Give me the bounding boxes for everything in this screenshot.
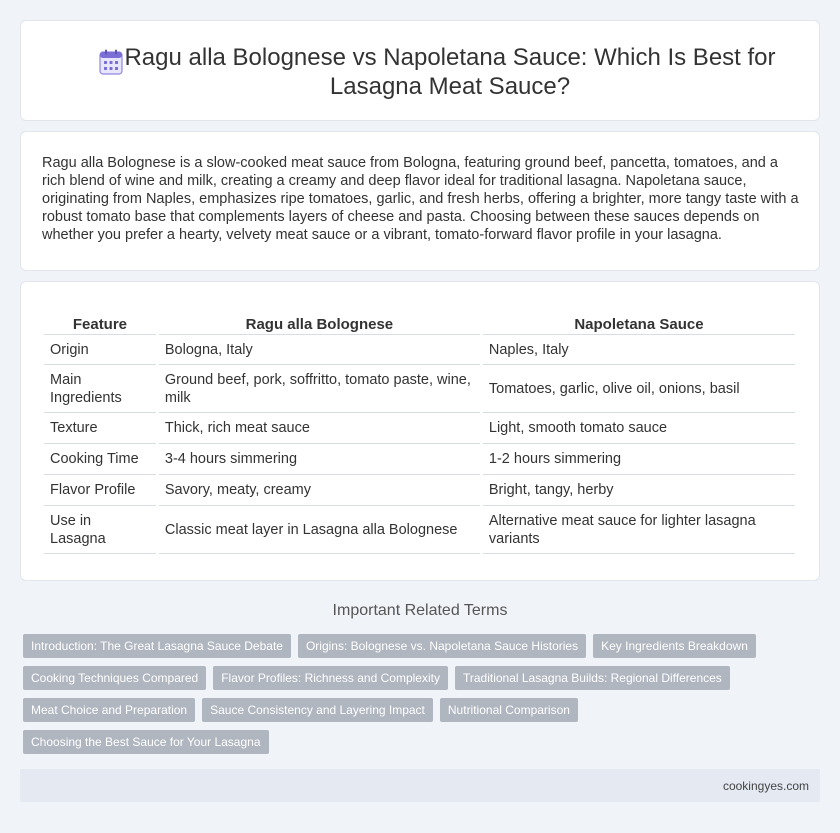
napoletana-cell: 1-2 hours simmering — [483, 444, 795, 475]
bolognese-cell: Savory, meaty, creamy — [159, 475, 480, 506]
feature-cell: Use in Lasagna — [44, 506, 156, 554]
napoletana-cell: Alternative meat sauce for lighter lasagna variants — [483, 506, 795, 554]
napoletana-cell: Tomatoes, garlic, olive oil, onions, basil — [483, 365, 795, 413]
feature-cell: Origin — [44, 335, 156, 365]
comparison-card — [20, 281, 820, 581]
table-header-row — [44, 315, 795, 335]
table-row — [44, 413, 795, 444]
napoletana-cell: Naples, Italy — [483, 335, 795, 365]
table-row — [44, 444, 795, 475]
bolognese-cell: Ground beef, pork, soffritto, tomato paste, wine, milk — [159, 365, 480, 413]
feature-cell: Cooking Time — [44, 444, 156, 475]
related-terms-list — [23, 634, 803, 754]
feature-cell: Flavor Profile — [44, 475, 156, 506]
bolognese-cell: Bologna, Italy — [159, 335, 480, 365]
page-title: Ragu alla Bolognese vs Napoletana Sauce: Which Is Best for Lasagna Meat Sauce? — [124, 44, 776, 100]
bolognese-cell: 3-4 hours simmering — [159, 444, 480, 475]
title-card — [20, 20, 820, 121]
bolognese-cell: Classic meat layer in Lasagna alla Bolognese — [159, 506, 480, 554]
comparison-table — [41, 315, 798, 554]
footer — [20, 769, 820, 802]
footer-site-name: cookingyes.com — [722, 779, 809, 793]
feature-cell: Main Ingredients — [44, 365, 156, 413]
related-terms-heading: Important Related Terms — [332, 602, 508, 619]
related-term-tag[interactable]: Introduction: The Great Lasagna Sauce Debate — [23, 634, 291, 658]
napoletana-cell: Bright, tangy, herby — [483, 475, 795, 506]
related-term-tag[interactable]: Traditional Lasagna Builds: Regional Differences — [455, 666, 730, 690]
related-term-tag[interactable]: Origins: Bolognese vs. Napoletana Sauce Histories — [298, 634, 586, 658]
summary-card — [20, 131, 820, 271]
related-term-tag[interactable]: Flavor Profiles: Richness and Complexity — [213, 666, 448, 690]
table-row — [44, 365, 795, 413]
napoletana-cell: Light, smooth tomato sauce — [483, 413, 795, 444]
table-row — [44, 475, 795, 506]
header-feature: Feature — [44, 315, 156, 335]
feature-cell: Texture — [44, 413, 156, 444]
related-term-tag[interactable]: Key Ingredients Breakdown — [593, 634, 756, 658]
table-row — [44, 335, 795, 365]
related-term-tag[interactable]: Sauce Consistency and Layering Impact — [202, 698, 433, 722]
related-term-tag[interactable]: Cooking Techniques Compared — [23, 666, 206, 690]
header-bolognese: Ragu alla Bolognese — [159, 315, 480, 335]
related-term-tag[interactable]: Meat Choice and Preparation — [23, 698, 195, 722]
bolognese-cell: Thick, rich meat sauce — [159, 413, 480, 444]
summary-paragraph: Ragu alla Bolognese is a slow-cooked meat sauce from Bologna, featuring ground beef, pancetta, tomatoes, and a rich blend of wine and milk, creating a creamy and deep flavor ideal for traditional lasagna. Napoletana sauce, originating from Naples, emphasizes ripe tomatoes, garlic, and fresh herbs, offering a brighter, more tangy taste with a robust tomato base that complements layers of cheese and pasta. Choosing between these sauces depends on whether you prefer a hearty, velvety meat sauce or a vibrant, tomato-forward flavor profile in your lasagna. — [42, 155, 799, 243]
header-napoletana: Napoletana Sauce — [483, 315, 795, 335]
table-row — [44, 506, 795, 554]
related-term-tag[interactable]: Choosing the Best Sauce for Your Lasagna — [23, 730, 269, 754]
related-term-tag[interactable]: Nutritional Comparison — [440, 698, 578, 722]
